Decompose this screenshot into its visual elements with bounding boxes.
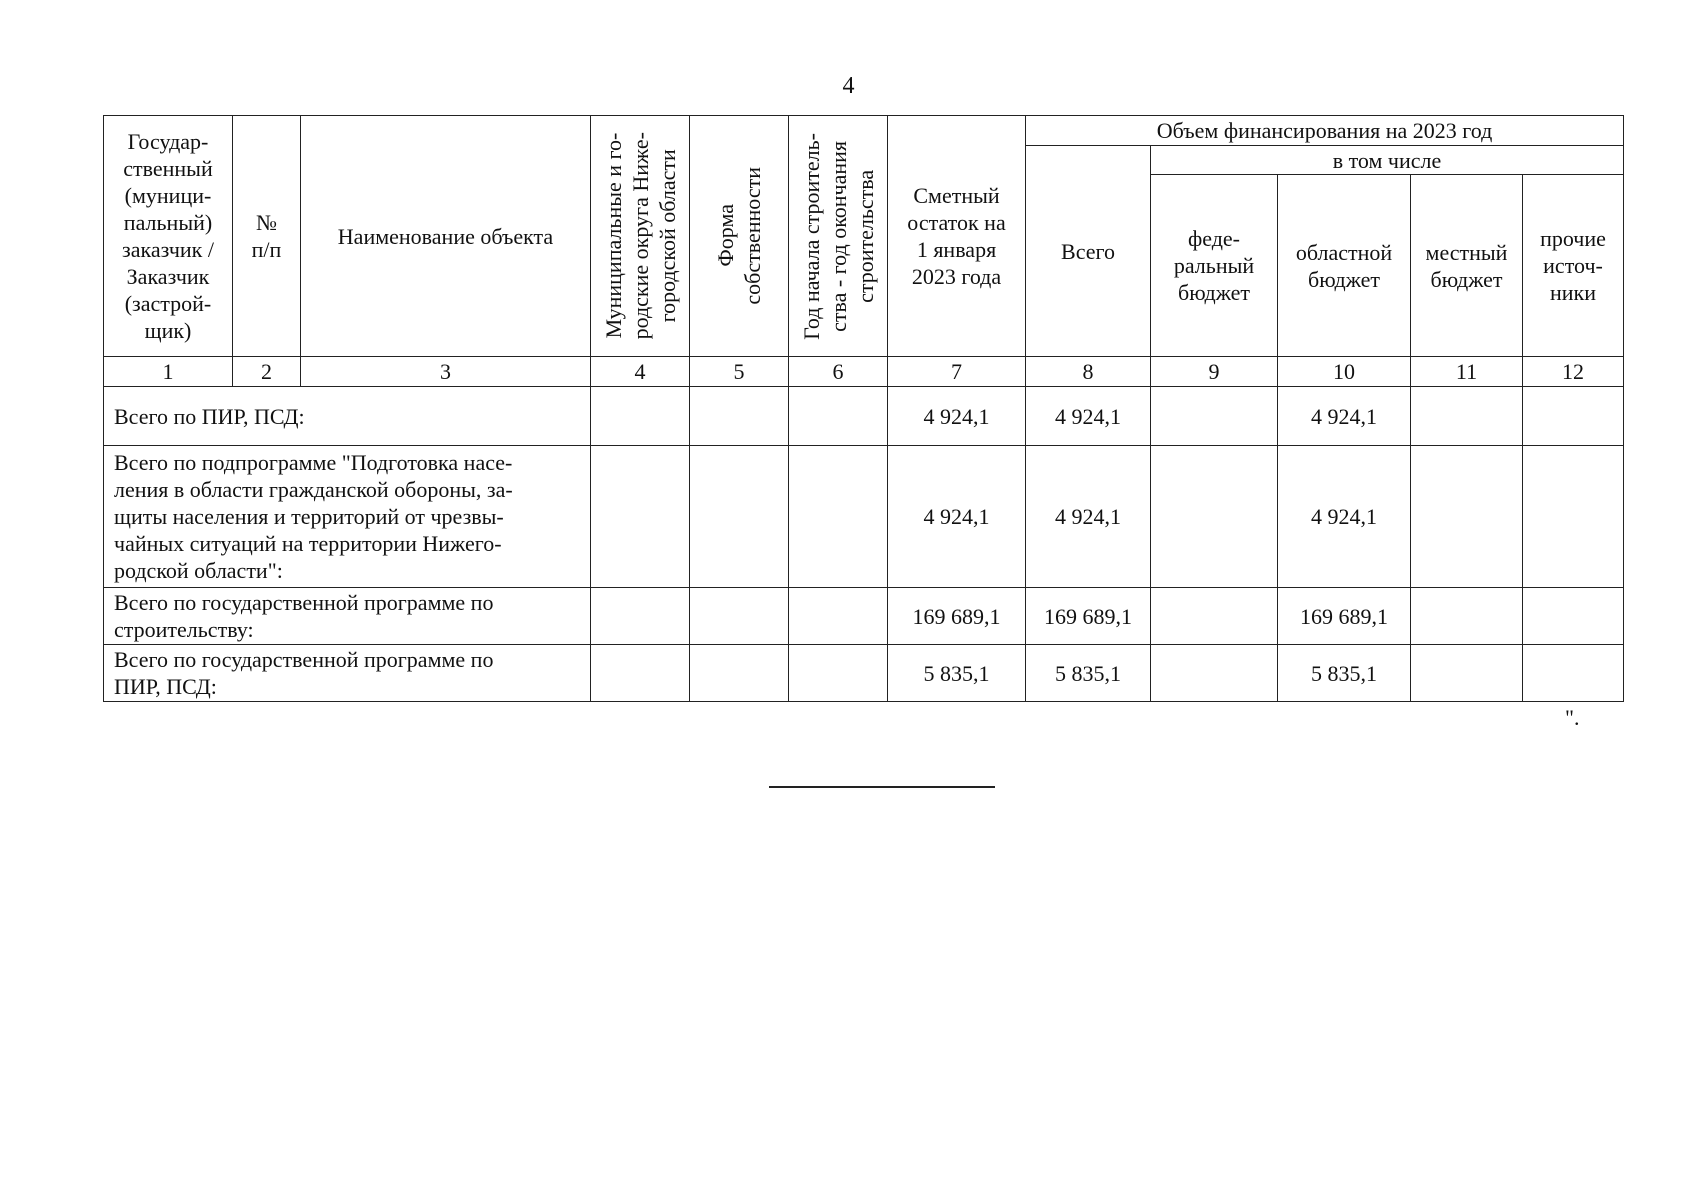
cell-ownership: [690, 588, 789, 645]
page-number: 4: [842, 73, 855, 99]
cell-municipal: [591, 387, 690, 446]
cell-years: [789, 387, 888, 446]
column-number: 3: [301, 357, 591, 387]
header-ownership-text: Форма собственности: [713, 167, 765, 305]
cell-regional: 5 835,1: [1278, 645, 1411, 702]
column-number: 12: [1523, 357, 1624, 387]
cell-other: [1523, 446, 1624, 588]
row-label: Всего по государственной программе по ПИР, ПСД:: [104, 645, 591, 702]
cell-ownership: [690, 645, 789, 702]
table-row-subprogram: [104, 446, 1624, 588]
cell-estimate: 5 835,1: [888, 645, 1026, 702]
cell-years: [789, 446, 888, 588]
cell-total: 169 689,1: [1026, 588, 1151, 645]
column-number: 10: [1278, 357, 1411, 387]
table-row-pir-psd: [104, 387, 1624, 446]
header-other: прочие источ- ники: [1523, 175, 1624, 357]
cell-total: 4 924,1: [1026, 387, 1151, 446]
cell-local: [1411, 588, 1523, 645]
cell-municipal: [591, 446, 690, 588]
header-customer: Государ- ственный (муници- пальный) заказчик / Заказчик (застрой- щик): [104, 116, 233, 357]
financing-table: [103, 115, 1624, 702]
cell-regional: 4 924,1: [1278, 446, 1411, 588]
cell-years: [789, 588, 888, 645]
column-number: 4: [591, 357, 690, 387]
column-number: 2: [233, 357, 301, 387]
column-number: 1: [104, 357, 233, 387]
header-ownership: [690, 116, 789, 357]
closing-quote: ".: [1565, 705, 1580, 730]
column-number: 11: [1411, 357, 1523, 387]
header-total: Всего: [1026, 146, 1151, 357]
cell-total: 4 924,1: [1026, 446, 1151, 588]
row-label: Всего по государственной программе по строительству:: [104, 588, 591, 645]
cell-regional: 169 689,1: [1278, 588, 1411, 645]
cell-federal: [1151, 645, 1278, 702]
cell-local: [1411, 446, 1523, 588]
header-including: в том числе: [1151, 146, 1624, 175]
header-municipal-text: Муниципальные и го- родские округа Ниже- городской области: [600, 132, 680, 340]
header-years-text: Год начала строитель- ства - год окончания строительства: [798, 132, 878, 340]
header-object-name: Наименование объекта: [301, 116, 591, 357]
header-funding-group: Объем финансирования на 2023 год: [1026, 116, 1624, 146]
cell-local: [1411, 645, 1523, 702]
column-number: 7: [888, 357, 1026, 387]
cell-federal: [1151, 387, 1278, 446]
header-estimate: Сметный остаток на 1 января 2023 года: [888, 116, 1026, 357]
cell-other: [1523, 588, 1624, 645]
cell-regional: 4 924,1: [1278, 387, 1411, 446]
cell-federal: [1151, 446, 1278, 588]
cell-other: [1523, 645, 1624, 702]
header-regional: областной бюджет: [1278, 175, 1411, 357]
cell-ownership: [690, 387, 789, 446]
row-label: Всего по ПИР, ПСД:: [104, 387, 591, 446]
cell-estimate: 4 924,1: [888, 387, 1026, 446]
table-row-construction-program: [104, 588, 1624, 645]
cell-years: [789, 645, 888, 702]
row-label: Всего по подпрограмме "Подготовка насе- ления в области гражданской обороны, за- щиты населения и территорий от чрезвы- чайных ситуаций на территории Нижего- родской области":: [104, 446, 591, 588]
header-row-1: [104, 116, 1624, 146]
header-federal: феде- ральный бюджет: [1151, 175, 1278, 357]
column-number: 6: [789, 357, 888, 387]
column-number: 9: [1151, 357, 1278, 387]
header-number: № п/п: [233, 116, 301, 357]
header-municipal: [591, 116, 690, 357]
table-row-pir-psd-program: [104, 645, 1624, 702]
cell-other: [1523, 387, 1624, 446]
cell-federal: [1151, 588, 1278, 645]
cell-municipal: [591, 645, 690, 702]
column-number-row: [104, 357, 1624, 387]
cell-local: [1411, 387, 1523, 446]
closing-rule: [769, 786, 995, 788]
cell-estimate: 4 924,1: [888, 446, 1026, 588]
column-number: 8: [1026, 357, 1151, 387]
header-years: [789, 116, 888, 357]
column-number: 5: [690, 357, 789, 387]
header-local: местный бюджет: [1411, 175, 1523, 357]
cell-ownership: [690, 446, 789, 588]
cell-municipal: [591, 588, 690, 645]
cell-estimate: 169 689,1: [888, 588, 1026, 645]
cell-total: 5 835,1: [1026, 645, 1151, 702]
